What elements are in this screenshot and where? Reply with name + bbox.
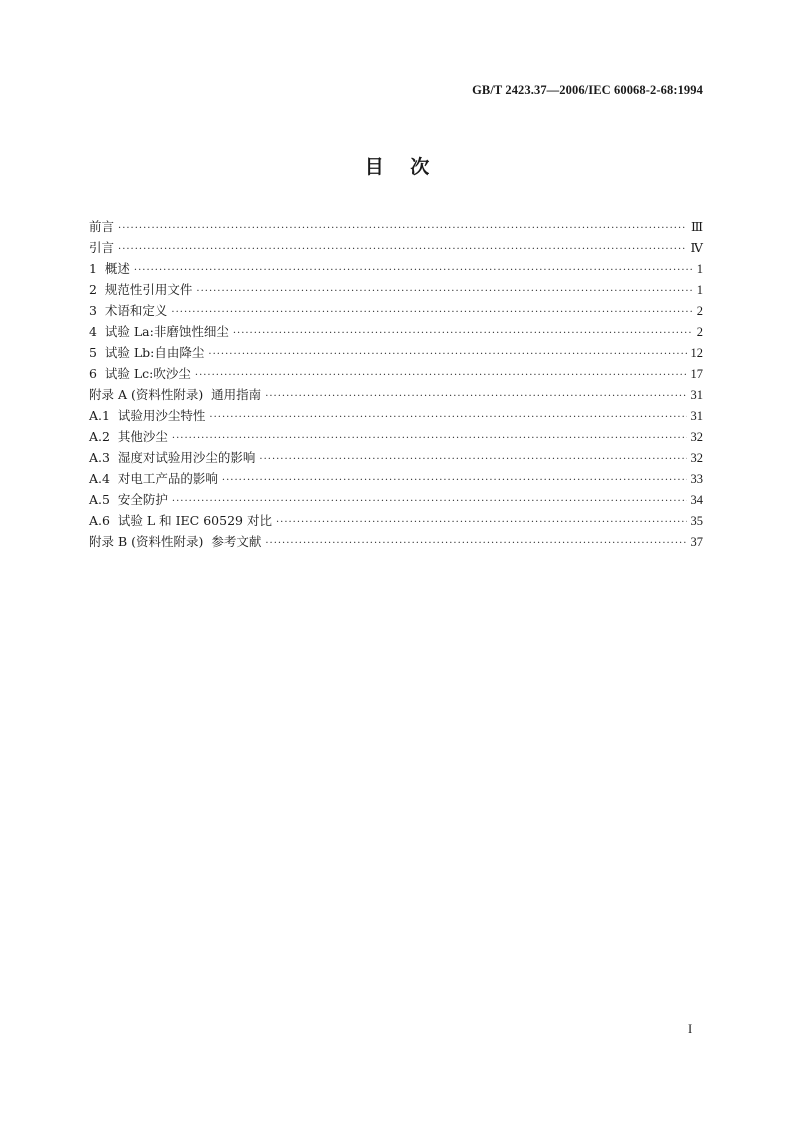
toc-entry-a1[interactable] (89, 405, 703, 426)
toc-entry-label: 1 概述 (89, 261, 130, 276)
toc-entry-page: 17 (690, 367, 703, 381)
dot-leader (233, 323, 693, 344)
toc-entry-page: Ⅲ (690, 220, 703, 234)
dot-leader (172, 428, 687, 449)
toc-entry-page: 1 (696, 283, 703, 297)
dot-leader (171, 302, 692, 323)
toc-entry-page: 2 (696, 304, 703, 318)
toc-entry-page: 12 (690, 346, 703, 360)
dot-leader (276, 512, 687, 533)
standard-number-header: GB/T 2423.37—2006/IEC 60068-2-68:1994 (472, 83, 703, 97)
dot-leader (209, 407, 686, 428)
toc-entry-page: 31 (690, 388, 703, 402)
toc-entry-page: 32 (690, 430, 703, 444)
toc-entry-page: 31 (690, 409, 703, 423)
page-folio: I (688, 1022, 693, 1036)
toc-entry-label: A.3 湿度对试验用沙尘的影响 (89, 450, 256, 465)
toc-entry-page: 35 (690, 514, 703, 528)
table-of-contents (89, 216, 703, 552)
toc-entry-a5[interactable] (89, 489, 703, 510)
toc-entry-introduction[interactable] (89, 237, 703, 258)
dot-leader (196, 281, 692, 302)
toc-entry-label: A.5 安全防护 (89, 492, 168, 507)
toc-entry-label: 3 术语和定义 (89, 303, 168, 318)
toc-entry-page: Ⅳ (690, 241, 703, 255)
toc-entry-annex-b[interactable] (89, 531, 703, 552)
toc-entry-label: 2 规范性引用文件 (89, 282, 193, 297)
toc-entry-label: 6 试验 Lc:吹沙尘 (89, 366, 191, 381)
toc-entry-label: A.4 对电工产品的影响 (89, 471, 218, 486)
toc-entry-label: A.6 试验 L 和 IEC 60529 对比 (89, 513, 272, 528)
dot-leader (265, 386, 686, 407)
toc-entry-label: 前言 (89, 219, 115, 234)
toc-entry-label: 附录 A (资料性附录) 通用指南 (89, 387, 262, 402)
toc-entry-5[interactable] (89, 342, 703, 363)
toc-entry-a3[interactable] (89, 447, 703, 468)
dot-leader (118, 239, 686, 260)
dot-leader (134, 260, 693, 281)
toc-entry-label: A.1 试验用沙尘特性 (89, 408, 206, 423)
dot-leader (172, 491, 687, 512)
toc-entry-a6[interactable] (89, 510, 703, 531)
dot-leader (208, 344, 686, 365)
toc-entry-page: 1 (696, 262, 703, 276)
toc-entry-a2[interactable] (89, 426, 703, 447)
toc-entry-page: 2 (696, 325, 703, 339)
toc-entry-4[interactable] (89, 321, 703, 342)
dot-leader (118, 218, 687, 239)
toc-entry-6[interactable] (89, 363, 703, 384)
toc-entry-label: 引言 (89, 240, 115, 255)
toc-entry-2[interactable] (89, 279, 703, 300)
dot-leader (195, 365, 687, 386)
toc-entry-page: 37 (690, 535, 703, 549)
toc-entry-label: A.2 其他沙尘 (89, 429, 168, 444)
toc-entry-3[interactable] (89, 300, 703, 321)
toc-entry-label: 附录 B (资料性附录) 参考文献 (89, 534, 262, 549)
dot-leader (265, 533, 686, 554)
toc-entry-annex-a[interactable] (89, 384, 703, 405)
dot-leader (259, 449, 686, 470)
toc-entry-foreword[interactable] (89, 216, 703, 237)
toc-entry-page: 32 (690, 451, 703, 465)
toc-entry-page: 34 (690, 493, 703, 507)
page-title: 目 次 (364, 156, 430, 178)
toc-entry-label: 4 试验 La:非磨蚀性细尘 (89, 324, 229, 339)
toc-entry-a4[interactable] (89, 468, 703, 489)
toc-entry-1[interactable] (89, 258, 703, 279)
dot-leader (222, 470, 687, 491)
toc-entry-label: 5 试验 Lb:自由降尘 (89, 345, 205, 360)
toc-entry-page: 33 (690, 472, 703, 486)
